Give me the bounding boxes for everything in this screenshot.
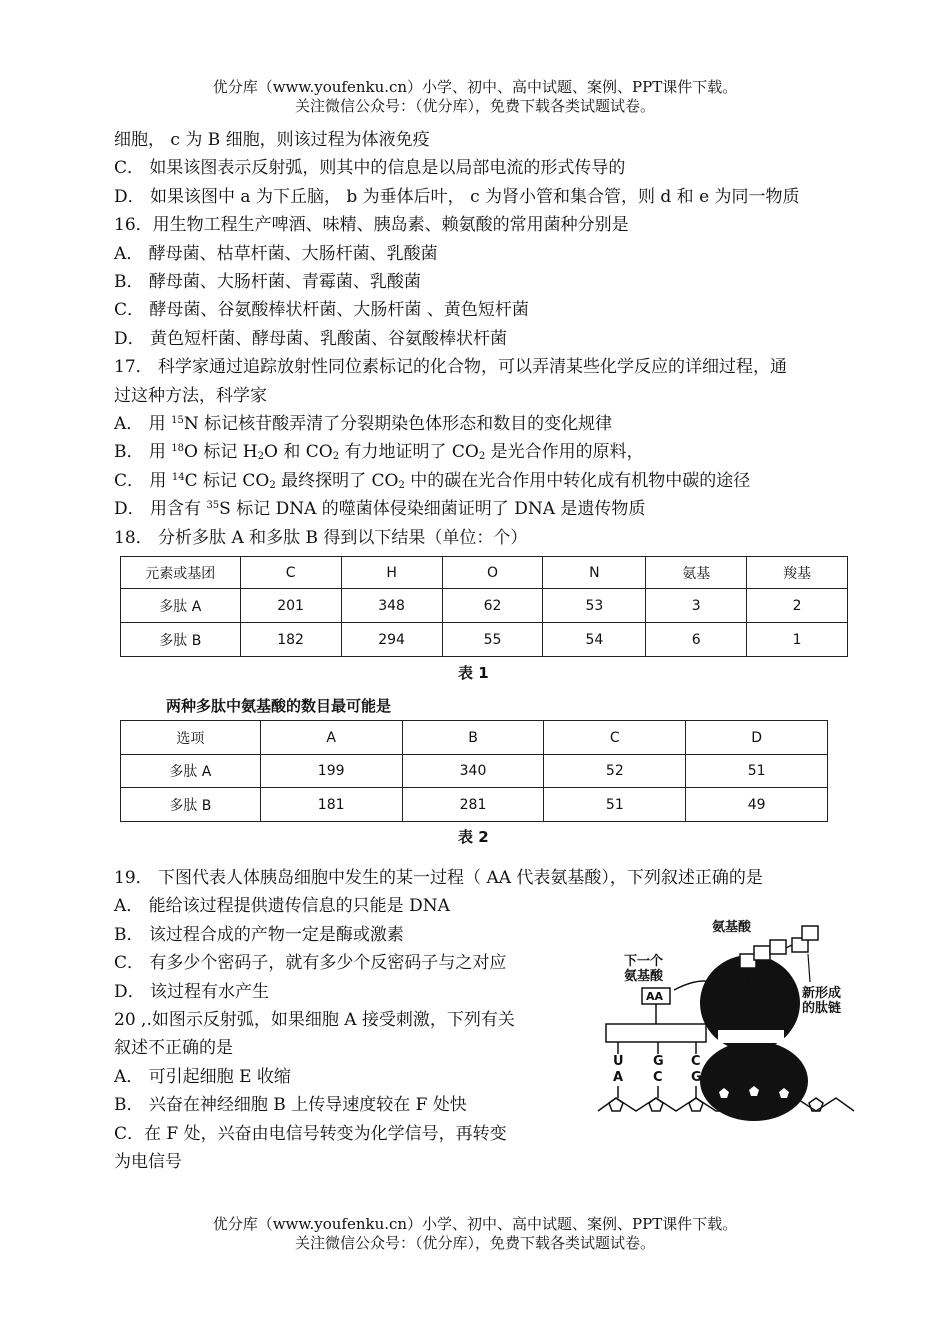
table-2-caption: 表 2 (458, 828, 489, 846)
table-cell: 3 (646, 589, 747, 623)
page-footer (0, 1215, 950, 1253)
q19-option-c: C． 有多少个密码子，就有多少个反密码子与之对应 (114, 953, 507, 974)
table-row (121, 755, 828, 788)
table-cell: 1 (747, 623, 848, 657)
table-row (121, 589, 848, 623)
table-1-header-cell: C (240, 557, 341, 589)
label-amino-acid: 氨基酸 (712, 920, 752, 935)
q19-option-a: A． 能给该过程提供遗传信息的只能是 DNA (114, 896, 450, 917)
q16-option-d: D． 黄色短杆菌、酵母菌、乳酸菌、谷氨酸棒状杆菌 (114, 328, 508, 349)
table-1-header-cell: N (543, 557, 646, 589)
table-1-caption: 表 1 (458, 664, 489, 682)
table-2-header-cell: 选项 (121, 721, 261, 755)
base-bottom-1: A (613, 1070, 624, 1085)
table-2-header-cell: B (402, 721, 544, 755)
footer-line-2: 关注微信公众号：（优分库），免费下载各类试题试卷。 (294, 1234, 655, 1252)
label-new-peptide-2: 的肽链 (802, 1001, 842, 1016)
translation-diagram (596, 918, 856, 1123)
table-cell: 多肽 B (121, 623, 241, 657)
q19-stem: 19． 下图代表人体胰岛细胞中发生的某一过程（ AA 代表氨基酸），下列叙述正确的是 (114, 868, 763, 888)
pointer-new-peptide (808, 954, 810, 982)
table-cell: 199 (260, 755, 402, 788)
table-cell: 55 (442, 623, 543, 657)
table-2-header-cell: D (686, 721, 828, 755)
q16-stem: 16．用生物工程生产啤酒、味精、胰岛素、赖氨酸的常用菌种分别是 (114, 215, 629, 236)
table-cell: 多肽 B (121, 788, 261, 822)
peptide-chain (740, 926, 818, 968)
label-new-peptide-1: 新形成 (802, 986, 842, 1001)
q17-option-b: B． 用 $^{18}$O 标记 $H_2O$ 和 $CO_2$ 有力地证明了 $CO_2$ 是光合作用的原料， (114, 442, 644, 463)
label-next-aa-2: 氨基酸 (624, 969, 664, 984)
table-1-header-cell: 元素或基团 (121, 557, 241, 589)
q17-option-c: C． 用 $^{14}$C 标记 $CO_2$ 最终探明了 $CO_2$ 中的碳在光合作用中转化成有机物中碳的途径 (114, 470, 751, 491)
q20-option-c-line2: 为电信号 (114, 1152, 182, 1173)
table-cell: 294 (341, 623, 442, 657)
footer-line-1: 优分库（www.youfenku.cn）小学、初中、高中试题、案例、PPT课件下载。 (212, 1215, 738, 1233)
table-cell: 201 (240, 589, 341, 623)
page-header (0, 78, 950, 116)
table-cell: 181 (260, 788, 402, 822)
base-top-3: C (691, 1054, 701, 1069)
table-cell: 多肽 A (121, 589, 241, 623)
label-aa-tag: AA (646, 990, 664, 1003)
table-cell: 62 (442, 589, 543, 623)
q16-option-a: A． 酵母菌、枯草杆菌、大肠杆菌、乳酸菌 (114, 243, 438, 264)
q20-option-c-line1: C．在 F 处，兴奋由电信号转变为化学信号，再转变 (114, 1123, 507, 1144)
table-cell: 53 (543, 589, 646, 623)
q20-option-b: B． 兴奋在神经细胞 B 上传导速度较在 F 处快 (114, 1095, 467, 1116)
q15-option-d: D． 如果该图中 a 为下丘脑， b 为垂体后叶， c 为肾小管和集合管，则 d 和 e 为同一物质 (114, 186, 800, 207)
table-2-header-cell: A (260, 721, 402, 755)
label-next-aa-1: 下一个 (624, 954, 664, 969)
table-1-header-cell: H (341, 557, 442, 589)
table-cell: 54 (543, 623, 646, 657)
table-2-header-row (121, 721, 828, 755)
table-2-header-cell: C (544, 721, 686, 755)
table-1-header-row (121, 557, 848, 589)
table-2 (120, 720, 828, 822)
q20-option-a: A． 可引起细胞 E 收缩 (114, 1066, 291, 1087)
q17-stem-line2: 过这种方法，科学家 (114, 385, 267, 406)
q19-option-d: D． 该过程有水产生 (114, 981, 270, 1002)
table-row (121, 623, 848, 657)
q19-option-b: B． 该过程合成的产物一定是酶或激素 (114, 924, 404, 945)
q16-option-b: B． 酵母菌、大肠杆菌、青霉菌、乳酸菌 (114, 272, 421, 293)
base-bottom-3: G (691, 1070, 702, 1085)
table-row (121, 788, 828, 822)
table-cell: 51 (686, 755, 828, 788)
header-line-2: 关注微信公众号：（优分库），免费下载各类试题试卷。 (294, 97, 655, 115)
base-top-2: G (653, 1054, 664, 1069)
table-cell: 2 (747, 589, 848, 623)
q18-question: 两种多肽中氨基酸的数目最可能是 (166, 697, 392, 715)
question-block-upper (114, 126, 874, 552)
table-1-header-cell: 羧基 (747, 557, 848, 589)
q16-option-c: C． 酵母菌、谷氨酸棒状杆菌、大肠杆菌 、黄色短杆菌 (114, 300, 529, 321)
table-1 (120, 556, 848, 657)
q20-stem-line1: 20 ,.如图示反射弧，如果细胞 A 接受刺激，下列有关 (114, 1010, 515, 1031)
base-top-1: U (613, 1054, 624, 1069)
ribosome-illustration (596, 918, 856, 1123)
table-cell: 多肽 A (121, 755, 261, 788)
table-cell: 51 (544, 788, 686, 822)
q18-stem: 18． 分析多肽 A 和多肽 B 得到以下结果（单位：个） (114, 527, 528, 548)
table-cell: 182 (240, 623, 341, 657)
header-line-1: 优分库（www.youfenku.cn）小学、初中、高中试题、案例、PPT课件下载。 (212, 78, 738, 96)
q20-stem-line2: 叙述不正确的是 (114, 1038, 233, 1059)
table-cell: 49 (686, 788, 828, 822)
ribosome-slot (718, 1030, 784, 1043)
q17-option-d: D． 用含有 $^{35}$S 标记 DNA 的噬菌体侵染细菌证明了 DNA 是遗传物质 (114, 499, 646, 520)
table-1-header-cell: O (442, 557, 543, 589)
table-cell: 281 (402, 788, 544, 822)
q15-option-c: C． 如果该图表示反射弧，则其中的信息是以局部电流的形式传导的 (114, 158, 626, 179)
trna-bar (606, 1024, 706, 1042)
table-cell: 340 (402, 755, 544, 788)
base-bottom-2: C (653, 1070, 663, 1085)
table-1-header-cell: 氨基 (646, 557, 747, 589)
table-cell: 52 (544, 755, 686, 788)
q17-stem-line1: 17． 科学家通过追踪放射性同位素标记的化合物，可以弄清某些化学反应的详细过程，通 (114, 357, 788, 378)
q17-option-a: A． 用 $^{15}$N 标记核苷酸弄清了分裂期染色体形态和数目的变化规律 (114, 414, 613, 435)
table-cell: 6 (646, 623, 747, 657)
table-cell: 348 (341, 589, 442, 623)
q15-continuation: 细胞， c 为 B 细胞，则该过程为体液免疫 (114, 130, 430, 150)
ribosome-small-subunit (700, 1041, 808, 1121)
